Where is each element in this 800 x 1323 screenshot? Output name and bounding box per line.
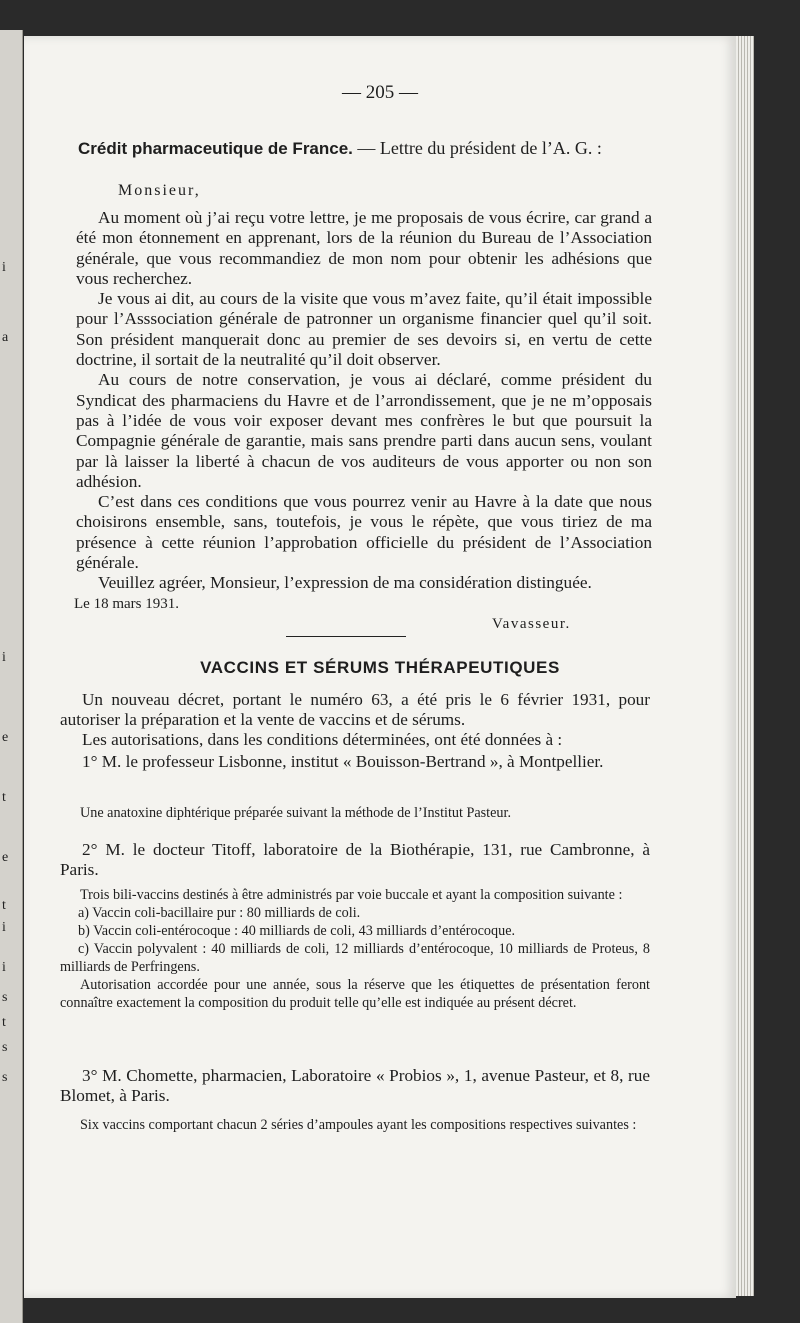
margin-mark: i <box>2 960 6 975</box>
section-title: VACCINS ET SÉRUMS THÉRAPEUTIQUES <box>200 658 560 677</box>
item-detail-text: Six vaccins comportant chacun 2 séries d’ampoules ayant les compositions respectives suivantes : <box>80 1117 637 1133</box>
header-subtitle: — Lettre du président de l’A. G. : <box>352 138 602 158</box>
letter-paragraph: Au cours de notre conservation, je vous ai déclaré, comme président du Syndicat des pharmaciens du Havre et de l’arrondissement, que je ne m’opposais pas à l’idée de vous voir exposer devant mes confrères le but que poursuit la Compagnie générale de garantie, mais sans prendre parti dans aucun sens, voulant par là laisser la liberté à chacun de vos auditeurs de vous apporter ou non son adhésion. <box>76 370 652 491</box>
sub-item: c) Vaccin polyvalent : 40 milliards de coli, 12 milliards d’entérocoque, 10 milliards de Proteus, 8 milliards de Perfringens. <box>60 941 650 975</box>
letter-paragraph: Je vous ai dit, au cours de la visite que vous m’avez faite, qu’il était impossible pour l’Asssociation générale de patronner un organisme financier quel qu’il soit. Son président manquerait donc au premier de ses devoirs si, en vertu de cette doctrine, il sortait de la neutralité qu’il doit observer. <box>76 289 652 370</box>
letter-signature: Vavasseur. <box>492 616 571 632</box>
letter-paragraph: C’est dans ces conditions que vous pourrez venir au Havre à la date que nous choisirons ensemble, sans, toutefois, je vous le répète, que vous tiriez de ma présence à cette réunion l’approbation officielle du président de l’Association générale. <box>76 492 652 573</box>
item-detail-text: Trois bili-vaccins destinés à être administrés par voie buccale et ayant la composition suivante : <box>80 887 623 903</box>
letter-paragraph: Veuillez agréer, Monsieur, l’expression de ma considération distinguée. <box>98 573 592 593</box>
margin-mark: s <box>2 990 8 1005</box>
item-note: Autorisation accordée pour une année, sous la réserve que les étiquettes de présentation feront connaître exactement la composition du produit telle qu’elle est indiquée au présent décret. <box>60 977 650 1011</box>
margin-mark: e <box>2 850 9 865</box>
margin-mark: a <box>2 330 9 345</box>
margin-marks <box>0 30 22 1323</box>
adjacent-page-edge <box>0 30 23 1323</box>
item-3-detail <box>60 1116 650 1134</box>
header-title: Crédit pharmaceutique de France. <box>78 139 353 158</box>
intro-paragraph: Un nouveau décret, portant le numéro 63, a été pris le 6 février 1931, pour autoriser la préparation et la vente de vaccins et de sérums. <box>60 690 650 729</box>
page-number: — 205 — <box>342 82 418 103</box>
item-2-details <box>60 886 650 1012</box>
margin-mark: e <box>2 730 9 745</box>
article-header <box>78 138 688 159</box>
letter-body <box>76 208 652 594</box>
margin-mark: t <box>2 898 6 913</box>
margin-mark: i <box>2 260 6 275</box>
item-1-detail <box>60 804 650 822</box>
item-1-heading <box>60 752 650 772</box>
item-detail-text: Une anatoxine diphtérique préparée suivant la méthode de l’Institut Pasteur. <box>80 805 512 821</box>
sub-item: a) Vaccin coli-bacillaire pur : 80 milliards de coli. <box>78 905 361 921</box>
margin-mark: t <box>2 790 6 805</box>
item-heading-text: 3° M. Chomette, pharmacien, Laboratoire « Probios », 1, avenue Pasteur, et 8, rue Blomet, à Paris. <box>60 1066 650 1105</box>
section-intro <box>60 690 650 750</box>
margin-mark: s <box>2 1040 8 1055</box>
margin-mark: t <box>2 1015 6 1030</box>
margin-mark: i <box>2 650 6 665</box>
sub-item: b) Vaccin coli-entérocoque : 40 milliards de coli, 43 milliards d’entérocoque. <box>78 923 516 939</box>
item-heading-text: 1° M. le professeur Lisbonne, institut « Bouisson-Bertrand », à Montpellier. <box>82 752 604 771</box>
document-page <box>24 36 736 1298</box>
margin-mark: s <box>2 1070 8 1085</box>
section-divider <box>286 636 406 637</box>
page-stack-edge <box>736 36 754 1296</box>
margin-mark: i <box>2 920 6 935</box>
letter-date: Le 18 mars 1931. <box>74 596 179 612</box>
intro-paragraph: Les autorisations, dans les conditions déterminées, ont été données à : <box>82 730 563 749</box>
item-2-heading <box>60 840 650 880</box>
item-3-heading <box>60 1066 650 1106</box>
letter-paragraph: Au moment où j’ai reçu votre lettre, je me proposais de vous écrire, car grand a été mon étonnement en apprenant, lors de la réunion du Bureau de l’Association générale, que vous recommandiez de mon nom pour obtenir les adhésions que vous recherchez. <box>76 208 652 288</box>
item-heading-text: 2° M. le docteur Titoff, laboratoire de la Biothérapie, 131, rue Cambronne, à Paris. <box>60 840 650 879</box>
letter-salutation: Monsieur, <box>118 182 201 199</box>
